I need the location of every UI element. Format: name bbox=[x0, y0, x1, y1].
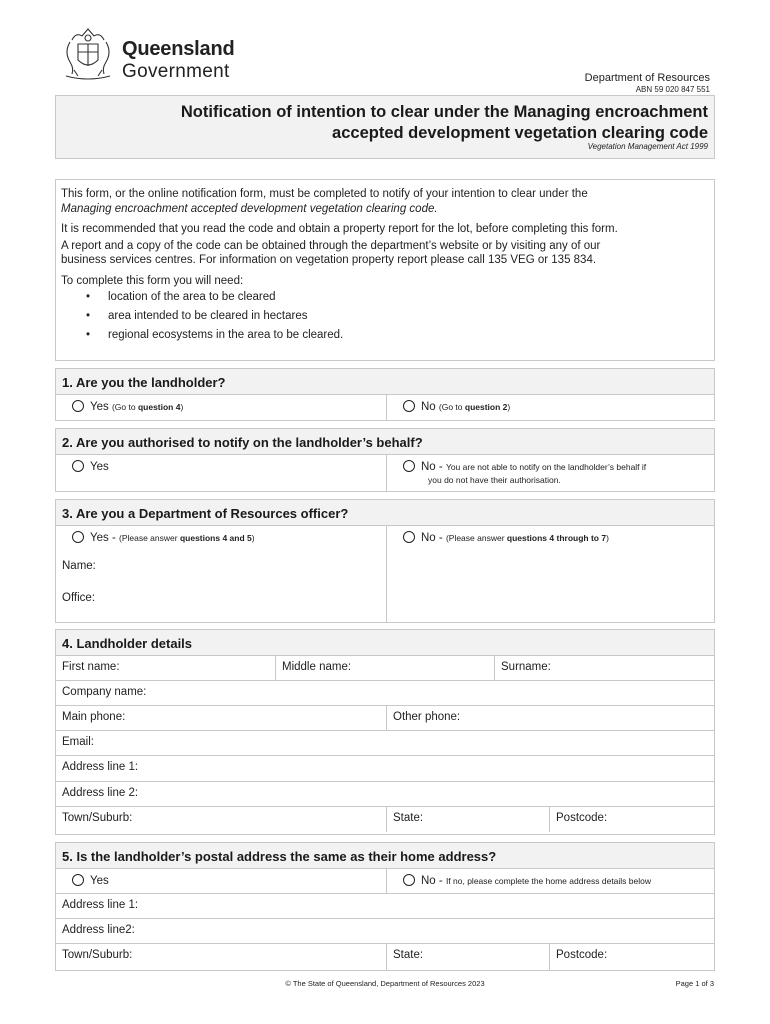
q3-no-radio[interactable] bbox=[403, 531, 415, 543]
address-line-2-field[interactable]: Address line 2: bbox=[62, 787, 139, 799]
q1-yes-label: Yes bbox=[90, 401, 109, 413]
email-row bbox=[56, 731, 714, 756]
footer-copyright: © The State of Queensland, Department of Resources 2023 bbox=[285, 979, 485, 988]
town-row bbox=[56, 807, 714, 832]
postcode-field[interactable]: Postcode: bbox=[549, 807, 714, 832]
company-row bbox=[56, 681, 714, 706]
surname-field[interactable]: Surname: bbox=[494, 656, 714, 680]
town-suburb-field[interactable]: Town/Suburb: bbox=[62, 812, 133, 824]
q1-no-label: No bbox=[421, 401, 436, 413]
act-reference: Vegetation Management Act 1999 bbox=[587, 142, 708, 151]
q5-no-note: If no, please complete the home address details below bbox=[445, 876, 652, 886]
q5-no-label: No - bbox=[421, 875, 443, 887]
home-state-field[interactable]: State: bbox=[386, 944, 549, 970]
intro-paragraph-1 bbox=[61, 187, 709, 216]
q2-yes-label: Yes bbox=[90, 461, 109, 473]
question-2-heading: 2. Are you authorised to notify on the landholder’s behalf? bbox=[56, 429, 714, 455]
question-5-options bbox=[56, 869, 714, 894]
q2-no-option[interactable] bbox=[386, 455, 714, 491]
intro-paragraph-4: To complete this form you will need: bbox=[61, 274, 244, 287]
question-3 bbox=[55, 499, 715, 623]
list-item: • area intended to be cleared in hectares bbox=[86, 307, 709, 326]
intro-p3b: business services centres. For information on vegetation property report please call 135 VEG or 135 834. bbox=[61, 254, 597, 266]
q1-no-note: (Go to question 2) bbox=[438, 402, 511, 412]
intro-paragraph-3 bbox=[61, 239, 709, 268]
q2-no-note-1: You are not able to notify on the landholder’s behalf if bbox=[445, 462, 647, 472]
home-town-suburb-field[interactable]: Town/Suburb: bbox=[62, 949, 133, 961]
department-block bbox=[585, 72, 710, 94]
q3-no-option[interactable] bbox=[386, 526, 714, 622]
question-1-options bbox=[56, 395, 714, 420]
question-2-options bbox=[56, 455, 714, 491]
main-phone-field[interactable]: Main phone: bbox=[62, 711, 126, 723]
question-5 bbox=[55, 842, 715, 971]
intro-p1a: This form, or the online notification form, must be completed to notify of your intention to clear under the bbox=[61, 188, 588, 200]
other-phone-field[interactable]: Other phone: bbox=[386, 706, 714, 730]
q5-yes-radio[interactable] bbox=[72, 874, 84, 886]
home-postcode-field[interactable]: Postcode: bbox=[549, 944, 714, 970]
form-title-line1: Notification of intention to clear under the Managing encroachment bbox=[180, 103, 708, 121]
q1-no-radio[interactable] bbox=[403, 400, 415, 412]
address-line-1-field[interactable]: Address line 1: bbox=[62, 761, 139, 773]
q1-yes-radio[interactable] bbox=[72, 400, 84, 412]
q5-no-option[interactable] bbox=[386, 869, 714, 893]
q1-yes-note: (Go to question 4) bbox=[111, 402, 184, 412]
q3-yes-label: Yes - bbox=[90, 532, 116, 544]
middle-name-field[interactable]: Middle name: bbox=[275, 656, 494, 680]
question-4 bbox=[55, 629, 715, 835]
list-item: • location of the area to be cleared bbox=[86, 288, 709, 307]
question-3-heading: 3. Are you a Department of Resources officer? bbox=[56, 500, 714, 526]
q2-no-label: No - bbox=[421, 461, 443, 473]
q3-yes-note: (Please answer questions 4 and 5) bbox=[119, 533, 255, 543]
form-title-box bbox=[55, 95, 715, 159]
home-address2-row bbox=[56, 919, 714, 944]
logo-text-government: Government bbox=[122, 61, 230, 82]
q3-no-label: No - bbox=[421, 532, 443, 544]
q2-yes-option[interactable] bbox=[56, 455, 386, 491]
home-address1-row bbox=[56, 894, 714, 919]
name-row bbox=[56, 656, 714, 681]
q2-yes-radio[interactable] bbox=[72, 460, 84, 472]
state-field[interactable]: State: bbox=[386, 807, 549, 832]
q5-yes-option[interactable] bbox=[56, 869, 386, 893]
intro-paragraph-2: It is recommended that you read the code and obtain a property report for the lot, before completing this form. bbox=[61, 223, 618, 235]
question-1-heading: 1. Are you the landholder? bbox=[56, 369, 714, 395]
company-name-field[interactable]: Company name: bbox=[62, 686, 147, 698]
q3-yes-radio[interactable] bbox=[72, 531, 84, 543]
q3-yes-option bbox=[56, 526, 386, 622]
abn: ABN 59 020 847 551 bbox=[635, 85, 710, 94]
q2-no-radio[interactable] bbox=[403, 460, 415, 472]
question-2 bbox=[55, 428, 715, 492]
question-1 bbox=[55, 368, 715, 421]
coat-of-arms-icon bbox=[60, 26, 116, 82]
list-item: • regional ecosystems in the area to be cleared. bbox=[86, 326, 709, 345]
q5-no-radio[interactable] bbox=[403, 874, 415, 886]
intro-p3a: A report and a copy of the code can be obtained through the department’s website or by visiting any of our bbox=[61, 239, 601, 252]
intro-box bbox=[55, 179, 715, 361]
queensland-government-logo bbox=[60, 26, 240, 84]
q5-yes-label: Yes bbox=[90, 875, 109, 887]
q3-name-field[interactable]: Name: bbox=[62, 560, 96, 572]
question-3-options bbox=[56, 526, 714, 622]
department-name: Department of Resources bbox=[584, 72, 710, 84]
q3-yes-choice[interactable] bbox=[62, 531, 380, 544]
home-address-line-2-field[interactable]: Address line2: bbox=[62, 924, 135, 936]
form-title-line2: accepted development vegetation clearing code bbox=[332, 124, 708, 142]
form-title bbox=[181, 102, 708, 144]
q1-yes-option[interactable] bbox=[56, 395, 386, 420]
email-field[interactable]: Email: bbox=[62, 736, 94, 748]
q3-no-note: (Please answer questions 4 through to 7) bbox=[445, 533, 609, 543]
address2-row bbox=[56, 782, 714, 807]
home-address-line-1-field[interactable]: Address line 1: bbox=[62, 899, 139, 911]
footer-page-number: Page 1 of 3 bbox=[675, 979, 714, 988]
q3-office-field[interactable]: Office: bbox=[62, 592, 96, 604]
first-name-field[interactable]: First name: bbox=[62, 661, 120, 673]
q2-no-note-2: you do not have their authorisation. bbox=[428, 475, 561, 485]
requirements-list bbox=[86, 288, 709, 345]
q1-no-option[interactable] bbox=[386, 395, 714, 420]
address1-row bbox=[56, 756, 714, 782]
logo-text-queensland: Queensland bbox=[122, 38, 235, 60]
home-town-row bbox=[56, 944, 714, 970]
phone-row bbox=[56, 706, 714, 731]
question-5-heading: 5. Is the landholder’s postal address the same as their home address? bbox=[56, 843, 714, 869]
intro-p1b: Managing encroachment accepted development vegetation clearing code. bbox=[61, 202, 438, 215]
question-4-heading: 4. Landholder details bbox=[56, 630, 714, 656]
